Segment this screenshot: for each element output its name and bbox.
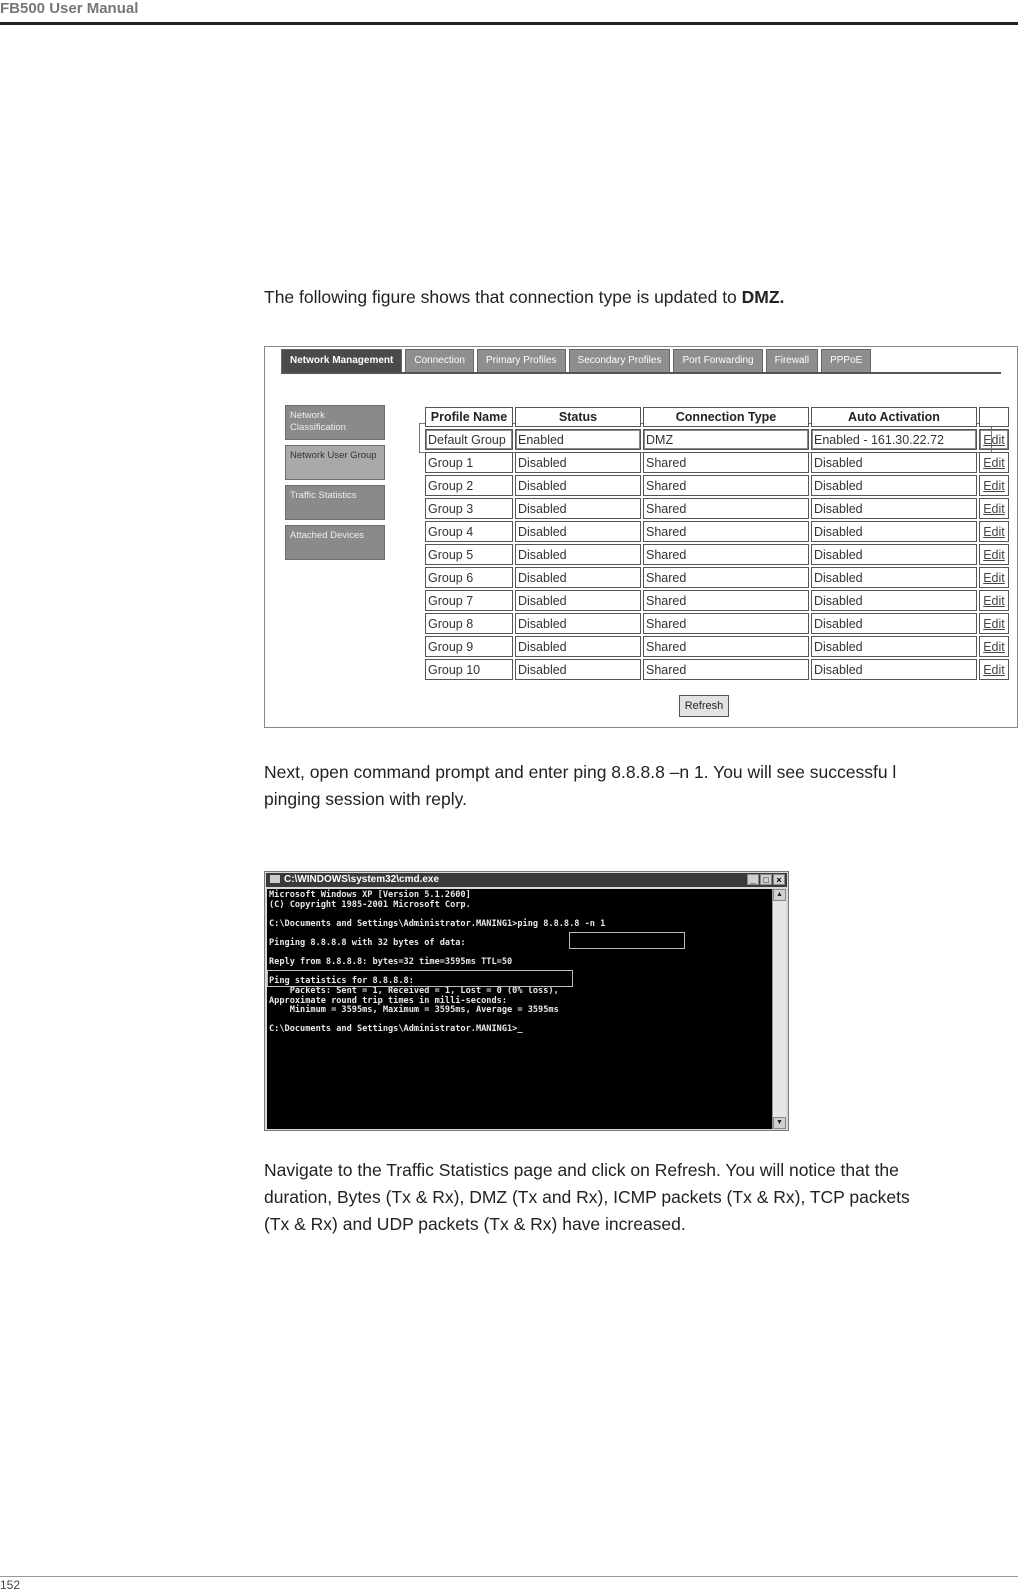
tab-primary-profiles[interactable]: Primary Profiles [477, 349, 566, 373]
manual-title: FB500 User Manual [0, 0, 139, 17]
table-header-row [425, 407, 1009, 427]
table-cell: Disabled [811, 590, 977, 611]
table-cell: Group 9 [425, 636, 513, 657]
cmd-line: Packets: Sent = 1, Received = 1, Lost = 0 (0% loss), [269, 985, 559, 996]
cmd-line: Minimum = 3595ms, Maximum = 3595ms, Average = 3595ms [269, 1005, 559, 1016]
table-row [425, 636, 1009, 657]
table-cell: Group 6 [425, 567, 513, 588]
cmd-line: (C) Copyright 1985-2001 Microsoft Corp. [269, 899, 471, 910]
ping-line-2: pinging session with reply. [264, 789, 467, 809]
table-cell: Disabled [811, 544, 977, 565]
table-cell: Shared [643, 659, 809, 680]
cmd-app-icon [270, 875, 280, 883]
table-row [425, 659, 1009, 680]
cmd-line: Ping statistics for 8.8.8.8: [269, 976, 414, 987]
intro-bold-dmz: DMZ. [741, 287, 785, 307]
table-cell: Disabled [811, 567, 977, 588]
edit-link[interactable]: Edit [979, 475, 1009, 496]
edit-link[interactable]: Edit [979, 498, 1009, 519]
tab-connection[interactable]: Connection [405, 349, 474, 373]
edit-link[interactable]: Edit [979, 521, 1009, 542]
table-cell: Shared [643, 636, 809, 657]
table-cell: Disabled [811, 475, 977, 496]
edit-link[interactable]: Edit [979, 452, 1009, 473]
ping-instructions [264, 759, 1024, 813]
refresh-button[interactable]: Refresh [679, 695, 729, 717]
table-cell: Disabled [515, 475, 641, 496]
table-row [425, 613, 1009, 634]
table-body [425, 429, 1009, 680]
table-cell: Disabled [811, 636, 977, 657]
table-cell: Disabled [515, 590, 641, 611]
table-cell: Enabled [515, 429, 641, 450]
cmd-line: C:\Documents and Settings\Administrator.MANING1>_ [269, 1024, 523, 1035]
footer-rule [0, 1576, 1018, 1577]
cmd-line: Pinging 8.8.8.8 with 32 bytes of data: [269, 937, 466, 948]
table-cell: Group 8 [425, 613, 513, 634]
edit-link[interactable]: Edit [979, 429, 1009, 450]
ping-line-1: Next, open command prompt and enter ping 8.8.8.8 –n 1. You will see successfu l [264, 762, 897, 782]
edit-link[interactable]: Edit [979, 544, 1009, 565]
cmd-window [264, 871, 789, 1131]
intro-paragraph [264, 284, 1024, 311]
ping-command-highlight [569, 932, 685, 949]
table-row [425, 475, 1009, 496]
table-row [425, 590, 1009, 611]
table-cell: Group 7 [425, 590, 513, 611]
table-cell: Group 4 [425, 521, 513, 542]
router-side-nav [285, 405, 385, 565]
table-cell: Default Group [425, 429, 513, 450]
edit-link[interactable]: Edit [979, 659, 1009, 680]
table-cell: Shared [643, 590, 809, 611]
table-cell: Disabled [811, 613, 977, 634]
traffic-stats-instructions [264, 1157, 1024, 1238]
table-cell: Disabled [515, 498, 641, 519]
side-nav-attached-devices[interactable]: Attached Devices [285, 525, 385, 560]
intro-text: The following figure shows that connection type is updated to [264, 287, 742, 307]
table-cell: DMZ [643, 429, 809, 450]
traffic-line-1: Navigate to the Traffic Statistics page and click on Refresh. You will notice that the [264, 1160, 899, 1180]
column-header: Connection Type [643, 407, 809, 427]
router-screenshot [264, 346, 1018, 728]
scroll-down-icon[interactable]: ▼ [773, 1117, 786, 1129]
table-cell: Disabled [811, 498, 977, 519]
table-cell: Shared [643, 567, 809, 588]
table-cell: Group 2 [425, 475, 513, 496]
table-cell: Shared [643, 498, 809, 519]
header-rule [0, 22, 1018, 25]
edit-link[interactable]: Edit [979, 613, 1009, 634]
cmd-line: Approximate round trip times in milli-seconds: [269, 995, 507, 1006]
cmd-line: Microsoft Windows XP [Version 5.1.2600] [269, 890, 471, 900]
table-cell: Disabled [515, 521, 641, 542]
table-cell: Disabled [515, 636, 641, 657]
table-cell: Disabled [515, 452, 641, 473]
cmd-output [267, 889, 773, 1035]
cmd-titlebar [266, 873, 787, 887]
table-cell: Disabled [515, 567, 641, 588]
traffic-line-2: duration, Bytes (Tx & Rx), DMZ (Tx and Rx), ICMP packets (Tx & Rx), TCP packets [264, 1187, 910, 1207]
reply-highlight [267, 970, 573, 987]
column-header: Profile Name [425, 407, 513, 427]
table-cell: Group 1 [425, 452, 513, 473]
table-cell: Group 5 [425, 544, 513, 565]
table-row [425, 498, 1009, 519]
table-cell: Shared [643, 613, 809, 634]
profiles-table [423, 405, 1011, 682]
tab-firewall[interactable]: Firewall [766, 349, 818, 373]
cmd-line: C:\Documents and Settings\Administrator.MANING1>ping 8.8.8.8 -n 1 [269, 918, 606, 929]
table-cell: Disabled [515, 659, 641, 680]
tab-secondary-profiles[interactable]: Secondary Profiles [569, 349, 671, 373]
side-nav-traffic-statistics[interactable]: Traffic Statistics [285, 485, 385, 520]
edit-link[interactable]: Edit [979, 636, 1009, 657]
table-cell: Disabled [515, 613, 641, 634]
cmd-console[interactable] [267, 889, 773, 1129]
minimize-icon[interactable]: _ [747, 874, 759, 885]
tab-network-management[interactable]: Network Management [281, 349, 402, 373]
table-cell: Enabled - 161.30.22.72 [811, 429, 977, 450]
table-cell: Disabled [811, 659, 977, 680]
edit-link[interactable]: Edit [979, 590, 1009, 611]
table-cell: Shared [643, 521, 809, 542]
cmd-title: C:\WINDOWS\system32\cmd.exe [284, 874, 440, 885]
edit-link[interactable]: Edit [979, 567, 1009, 588]
table-cell: Shared [643, 544, 809, 565]
router-tab-bar [281, 349, 874, 373]
table-cell: Shared [643, 475, 809, 496]
table-row [425, 521, 1009, 542]
table-cell: Disabled [811, 452, 977, 473]
traffic-line-3: (Tx & Rx) and UDP packets (Tx & Rx) have increased. [264, 1214, 686, 1234]
table-row [425, 567, 1009, 588]
close-icon[interactable]: × [773, 874, 785, 885]
cmd-line: Reply from 8.8.8.8: bytes=32 time=3595ms TTL=50 [269, 957, 513, 968]
side-nav-network-classification[interactable]: Network Classification [285, 405, 385, 440]
table-row [425, 544, 1009, 565]
table-cell: Group 3 [425, 498, 513, 519]
page-number: 152 [0, 1578, 21, 1592]
table-row [425, 429, 1009, 450]
column-header: Status [515, 407, 641, 427]
table-cell: Disabled [811, 521, 977, 542]
side-nav-network-user-group[interactable]: Network User Group [285, 445, 385, 480]
table-cell: Shared [643, 452, 809, 473]
cmd-scrollbar[interactable] [772, 889, 786, 1129]
scroll-up-icon[interactable]: ▲ [773, 889, 786, 901]
tab-pppoe[interactable]: PPPoE [821, 349, 871, 373]
column-header: Auto Activation [811, 407, 977, 427]
tab-underline [281, 372, 1001, 374]
maximize-icon[interactable]: □ [760, 874, 772, 885]
column-header [979, 407, 1009, 427]
tab-port-forwarding[interactable]: Port Forwarding [673, 349, 762, 373]
table-cell: Group 10 [425, 659, 513, 680]
table-cell: Disabled [515, 544, 641, 565]
table-row [425, 452, 1009, 473]
